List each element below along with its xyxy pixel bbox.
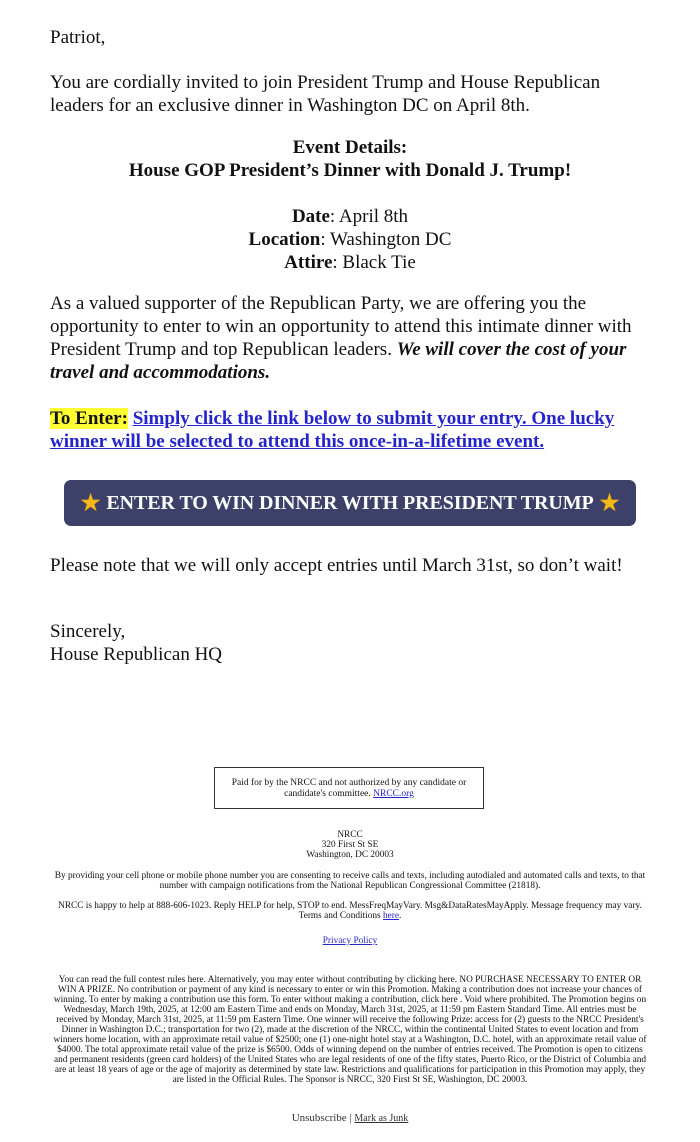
invite-paragraph: You are cordially invited to join President Trump and House Republican leaders for an exclusive dinner in Washington DC on April 8th.	[50, 72, 601, 116]
details-heading: Event Details:	[292, 137, 408, 158]
star-icon: ★	[599, 490, 620, 515]
offer-emphasis: We will cover the cost of your travel and accommodations.	[50, 339, 627, 383]
to-enter-paragraph	[50, 407, 650, 453]
unsubscribe-link[interactable]: Unsubscribe	[291, 1112, 347, 1124]
sms-consent: By providing your cell phone or mobile phone number you are consenting to receive calls and texts, including autodialed and automated calls and texts, to that number with campaign notifications from the National Republican Congressional Committee (21818).	[54, 871, 646, 891]
event-title: House GOP President’s Dinner with Donald J. Trump!	[128, 160, 572, 181]
privacy-line	[50, 936, 650, 946]
address-line-3: Washington, DC 20003	[306, 850, 394, 860]
paid-for-disclaimer	[214, 767, 484, 809]
privacy-policy-link[interactable]: Privacy Policy	[322, 936, 378, 946]
footer-separator: |	[349, 1112, 352, 1124]
help-text: NRCC is happy to help at 888-606-1023. Reply HELP for help, STOP to end. MessFreqMayVary. Msg&DataRatesMayApply. Message frequency may vary. Terms and Conditions here.	[58, 901, 642, 921]
terms-link[interactable]: here	[382, 911, 399, 921]
attire-line	[50, 251, 650, 274]
location-line	[50, 228, 650, 251]
entry-link[interactable]: Simply click the link below to submit your entry. One lucky winner will be selected to attend this once-in-a-lifetime event.	[50, 408, 615, 452]
star-icon: ★	[80, 490, 101, 515]
mark-as-junk-link[interactable]: Mark as Junk	[354, 1113, 409, 1124]
sign-off: Sincerely,	[50, 621, 126, 642]
offer-text: As a valued supporter of the Republican Party, we are offering you the opportunity to enter to win an opportunity to attend this intimate dinner with President Trump and top Republican leaders.	[50, 293, 632, 360]
deadline-note: Please note that we will only accept entries until March 31st, so don’t wait!	[50, 555, 623, 576]
attire-label: Attire	[284, 252, 333, 273]
location-label: Location	[248, 229, 321, 250]
date-value: : April 8th	[329, 206, 409, 227]
event-details-list	[50, 205, 650, 274]
event-details-heading	[50, 136, 650, 182]
footer-links	[50, 1112, 650, 1124]
attire-value: : Black Tie	[332, 252, 416, 273]
mailing-address	[50, 830, 650, 860]
signature: House Republican HQ	[50, 644, 223, 665]
disclaimer-text: Paid for by the NRCC and not authorized by any candidate or candidate's committee.	[231, 778, 467, 799]
date-line	[50, 205, 650, 228]
enter-to-win-button[interactable]	[64, 480, 636, 526]
date-label: Date	[291, 206, 330, 227]
help-body: NRCC is happy to help at 888-606-1023. Reply HELP for help, STOP to end. MessFreqMayVary. Msg&DataRatesMayApply. Message frequency may vary. Terms and Conditions	[58, 901, 642, 921]
to-enter-label: To Enter:	[50, 408, 128, 429]
contest-rules: You can read the full contest rules here. Alternatively, you may enter without contributing by clicking here. NO PURCHASE NECESSARY TO ENTER OR WIN A PRIZE. No contribution or payment of any kind is necessary to enter or win this Promotion. Making a contribution does not increase your chances of winning. To enter by making a contribution use this form. To enter without making a contribution, click here . Void where prohibited. The Promotion begins on Wednesday, March 19th, 2025, at 12:00 am Eastern Time and ends on Monday, March 31st, 2025, at 11:59 pm Eastern Standard Time. All entries must be received by Monday, March 31st, 2025, at 11:59 pm Eastern Time. One winner will receive the following Prize: access for (2) guests to the NRCC President's Dinner in Washington D.C.; transportation for two (2), made at the discretion of the NRCC, within the continental United States to event location and from winners home location, with an approximate retail value of $2500; one (1) one-night hotel stay at a Washington, D.C. hotel, with an approximate retail value of $4000. The total approximate retail value of the prize is $6500. Odds of winning depend on the number of entries received. The Promotion is open to citizens and permanent residents (green card holders) of the United States who are legal residents of one of the fifty states, Puerto Rico, or the District of Columbia and are at least 18 years of age or the age of majority as determined by state law. Restrictions and qualifications for participation in this Promotion may apply, they are listed in the Official Rules. The Sponsor is NRCC, 320 First St SE, Washington, DC 20003.	[53, 975, 647, 1085]
address-line-1: NRCC	[337, 830, 363, 840]
greeting: Patriot,	[50, 27, 106, 48]
signature-block	[50, 620, 650, 666]
offer-paragraph	[50, 292, 650, 384]
nrcc-link[interactable]: NRCC.org	[373, 789, 414, 799]
address-line-2: 320 First St SE	[321, 840, 379, 850]
cta-label: ENTER TO WIN DINNER WITH PRESIDENT TRUMP	[106, 491, 594, 514]
location-value: : Washington DC	[320, 229, 452, 250]
